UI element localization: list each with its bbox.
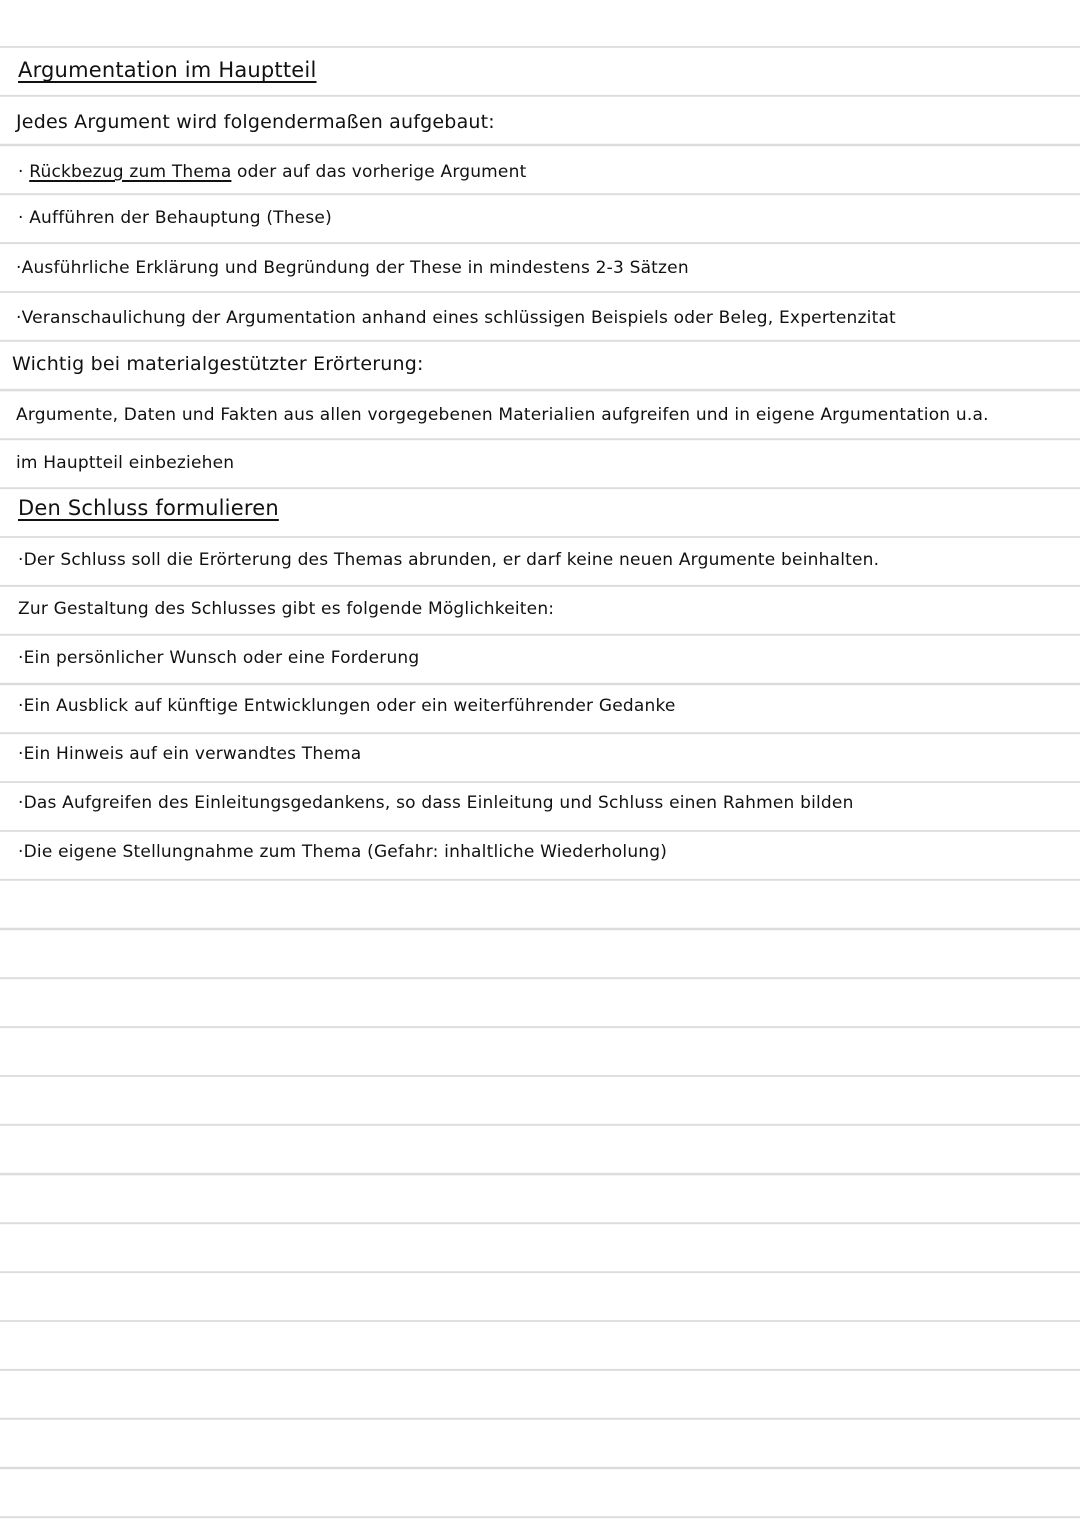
option-stellungnahme-text: Die eigene Stellungnahme zum Thema (Gefahr: inhaltliche Wiederholung) [23,842,668,862]
bullet-rueckbezug-underlined: Rückbezug zum Thema [29,162,232,182]
option-wunsch: ·Ein persönlicher Wunsch oder eine Forderung [18,648,420,668]
bullet-veranschaulichung-text: Veranschaulichung der Argumentation anhand eines schlüssigen Beispiels oder Beleg, Expertenzitat [21,308,896,328]
heading-argumentation: Argumentation im Hauptteil [18,58,317,82]
bullet-behauptung: · Aufführen der Behauptung (These) [18,208,332,228]
heading-schluss: Den Schluss formulieren [18,496,279,520]
bullet-rueckbezug: · Rückbezug zum Thema oder auf das vorherige Argument [18,162,527,182]
option-stellungnahme: ·Die eigene Stellungnahme zum Thema (Gefahr: inhaltliche Wiederholung) [18,842,668,862]
important-text-line1: Argumente, Daten und Fakten aus allen vorgegebenen Materialien aufgreifen und in eigene Argumentation u.a. [16,405,989,425]
option-aufgreifen: ·Das Aufgreifen des Einleitungsgedankens, so dass Einleitung und Schluss einen Rahmen bilden [18,793,854,813]
bullet-veranschaulichung: ·Veranschaulichung der Argumentation anhand eines schlüssigen Beispiels oder Beleg, Expertenzitat [16,308,896,328]
important-text-line2: im Hauptteil einbeziehen [16,453,235,473]
option-hinweis: ·Ein Hinweis auf ein verwandtes Thema [18,744,362,764]
option-ausblick-text: Ein Ausblick auf künftige Entwicklungen oder ein weiterführender Gedanke [23,696,676,716]
schluss-rule: ·Der Schluss soll die Erörterung des Themas abrunden, er darf keine neuen Argumente beinhalten. [18,550,880,570]
option-aufgreifen-text: Das Aufgreifen des Einleitungsgedankens, so dass Einleitung und Schluss einen Rahmen bilden [23,793,854,813]
options-intro: Zur Gestaltung des Schlusses gibt es folgende Möglichkeiten: [18,599,555,619]
bullet-behauptung-text: Aufführen der Behauptung (These) [29,208,332,228]
intro-line: Jedes Argument wird folgendermaßen aufgebaut: [16,111,495,133]
schluss-rule-text: Der Schluss soll die Erörterung des Themas abrunden, er darf keine neuen Argumente beinhalten. [23,550,880,570]
bullet-erklaerung: ·Ausführliche Erklärung und Begründung der These in mindestens 2-3 Sätzen [16,258,689,278]
option-hinweis-text: Ein Hinweis auf ein verwandtes Thema [23,744,362,764]
option-wunsch-text: Ein persönlicher Wunsch oder eine Forderung [23,648,420,668]
important-heading: Wichtig bei materialgestützter Erörterung: [12,353,424,375]
option-ausblick: ·Ein Ausblick auf künftige Entwicklungen oder ein weiterführender Gedanke [18,696,676,716]
bullet-erklaerung-text: Ausführliche Erklärung und Begründung der These in mindestens 2-3 Sätzen [21,258,689,278]
bullet-rueckbezug-rest: oder auf das vorherige Argument [237,162,527,182]
